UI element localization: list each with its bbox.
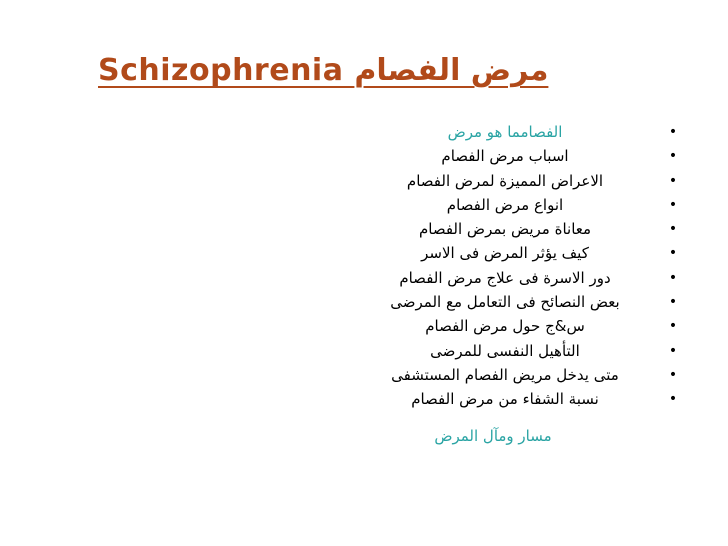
bullet-icon: • [668,294,678,311]
list-item [352,217,682,241]
bullet-icon: • [668,124,678,140]
list-item [352,339,682,363]
bullet-icon: • [668,245,678,262]
list-item [352,314,682,338]
bullet-list [352,120,682,412]
bullet-icon: • [668,172,678,189]
list-item-text: دور الاسرة فى علاج مرض الفصام [399,268,611,287]
list-item [352,120,682,144]
list-item [352,387,682,411]
bullet-icon: • [668,318,678,335]
bullet-icon: • [668,342,678,359]
bullet-icon: • [668,221,678,238]
list-item-text: كيف يؤثر المرض فى الاسر [421,244,589,263]
list-item-text: الاعراض المميزة لمرض الفصام [406,171,604,190]
list-item-text: بعض النصائح فى التعامل مع المرضى [390,293,620,312]
list-item [352,193,682,217]
footer-line: مسار ومآل المرض [434,427,552,445]
list-item [352,241,682,265]
list-item [352,363,682,387]
list-item-text: س&ج حول مرض الفصام [425,317,585,336]
slide-title [98,50,638,92]
slide-title-text: Schizophrenia مرض الفصام [98,53,549,88]
bullet-icon: • [668,391,678,408]
list-item [352,144,682,168]
bullet-icon: • [668,148,678,165]
list-item-text: انواع مرض الفصام [446,195,564,214]
list-item-text: التأهيل النفسى للمرضى [430,341,580,360]
list-item [352,290,682,314]
list-item-text: اسباب مرض الفصام [441,147,569,166]
bullet-icon: • [668,196,678,213]
bullet-icon: • [668,366,678,383]
list-item [352,169,682,193]
bullet-icon: • [668,269,678,286]
list-item-text: متى يدخل مريض الفصام المستشفى [391,365,619,384]
list-item-text: الفصامما هو مرض [447,123,563,141]
list-item [352,266,682,290]
list-item-text: نسبة الشفاء من مرض الفصام [411,390,599,409]
list-item-text: معاناة مريض بمرض الفصام [418,220,592,239]
